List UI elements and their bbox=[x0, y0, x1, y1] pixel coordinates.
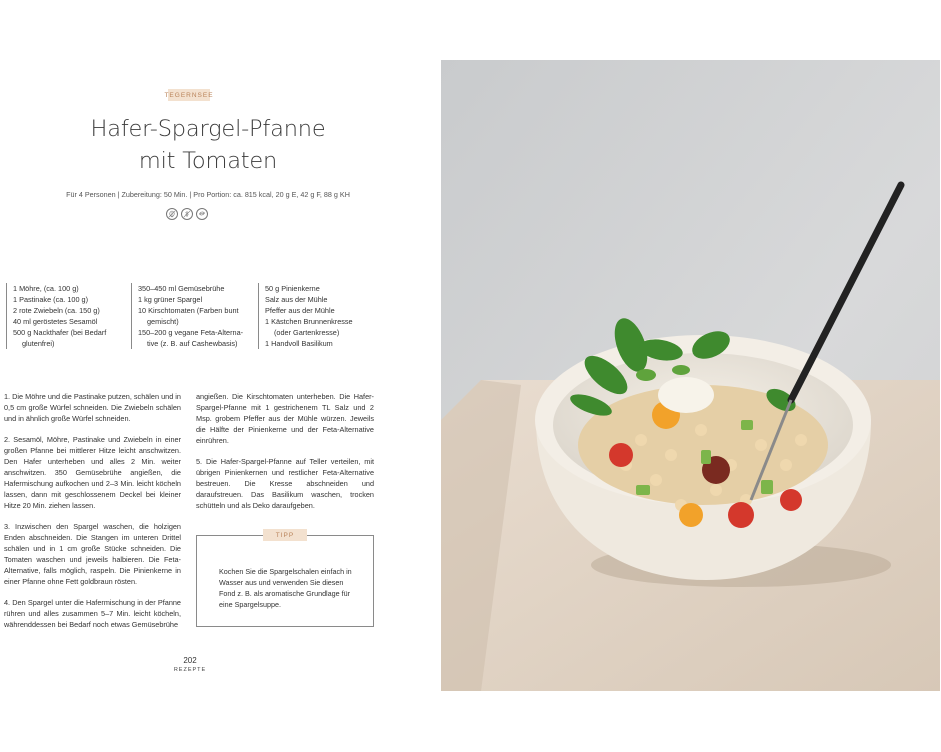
ingredients-column-2 bbox=[131, 283, 256, 349]
instructions-column-right bbox=[196, 391, 374, 521]
ingredient-item: 50 g Pinienkerne bbox=[265, 284, 320, 293]
diet-icons bbox=[166, 208, 208, 220]
instructions-column-left bbox=[4, 391, 181, 640]
ingredients-column-3 bbox=[258, 283, 383, 349]
page-number: 202 bbox=[183, 656, 197, 665]
title-line-1: Hafer-Spargel-Pfanne bbox=[90, 116, 326, 142]
instruction-step: 3. Inzwischen den Spargel waschen, die holzigen Enden abschneiden. Die Stangen im unteren Drittel schälen und in 1 cm große Stücke schneiden. Die Tomaten waschen und jeweils halbieren. Die Feta-Alternative, falls möglich, raspeln. Die Pinienkerne in einer Pfanne ohne Fett goldbraun rösten. bbox=[4, 522, 181, 586]
ingredient-item: 1 Möhre, (ca. 100 g) bbox=[13, 284, 79, 293]
instruction-step: angießen. Die Kirschtomaten unterheben. Die Hafer-Spargel-Pfanne mit 1 gestrichenem TL Salz und 2 Msp. grobem Pfeffer aus der Mühle würzen. Jeweils die Hälfte der Pinienkerne und der Feta-Alternative einrühren. bbox=[196, 392, 374, 445]
dish-illustration bbox=[441, 60, 940, 691]
ingredient-item: Pfeffer aus der Mühle bbox=[265, 306, 335, 315]
region-tag: TEGERNSEE bbox=[168, 89, 210, 101]
ingredient-item: 2 rote Zwiebeln (ca. 150 g) bbox=[13, 306, 100, 315]
tip-text: Kochen Sie die Spargelschalen einfach in Wasser aus und verwenden Sie diesen Fond z. B. als aromatische Grundlage für eine Spargelsuppe. bbox=[219, 567, 352, 609]
ingredients-column-1 bbox=[6, 283, 131, 349]
dish-photo bbox=[441, 60, 940, 691]
ingredient-item: (oder Gartenkresse) bbox=[274, 328, 340, 337]
recipe-meta: Für 4 Personen | Zubereitung: 50 Min. | Pro Portion: ca. 815 kcal, 20 g E, 42 g F, 88 g KH bbox=[66, 190, 350, 199]
instruction-step: 2. Sesamöl, Möhre, Pastinake und Zwiebeln in einer großen Pfanne bei mittlerer Hitze leicht anschwitzen. Den Hafer unterheben und alles 2 Min. weiter anschwitzen. 350 Gemüsebrühe angießen, die Hafermischung aufkochen und 2–3 Min. leicht köcheln lassen, dann mit geschlossenem Deckel bei kleiner Hitze 20 Min. ziehen lassen. bbox=[4, 435, 181, 510]
ingredient-item: tive (z. B. auf Cashewbasis) bbox=[147, 339, 238, 348]
ingredient-item: 500 g Nackthafer (bei Bedarf bbox=[13, 328, 107, 337]
left-page bbox=[0, 0, 420, 752]
vegetarian-icon bbox=[166, 208, 178, 220]
ingredient-item: 1 Kästchen Brunnenkresse bbox=[265, 317, 353, 326]
ingredient-item: 1 Handvoll Basilikum bbox=[265, 339, 333, 348]
ingredient-item: 350–450 ml Gemüsebrühe bbox=[138, 284, 225, 293]
ingredient-item: 1 kg grüner Spargel bbox=[138, 295, 203, 304]
ingredient-item: 1 Pastinake (ca. 100 g) bbox=[13, 295, 89, 304]
ingredient-item: gemischt) bbox=[147, 317, 179, 326]
section-label: REZEPTE bbox=[173, 667, 207, 673]
ingredient-item: 40 ml geröstetes Sesamöl bbox=[13, 317, 98, 326]
instruction-step: 4. Den Spargel unter die Hafermischung in der Pfanne rühren und alles zusammen 5–7 Min. leicht köcheln, währenddessen bei Bedarf noch etwas Gemüsebrühe bbox=[4, 598, 181, 629]
instruction-step: 5. Die Hafer-Spargel-Pfanne auf Teller verteilen, mit übrigen Pinienkernen und restlicher Feta-Alternative bestreuen. Die Kresse abschneiden und daraufstreuen. Das Basilikum waschen, trocken schütteln und als Deko daraufgeben. bbox=[196, 457, 374, 510]
vegan-icon bbox=[196, 208, 208, 220]
no-nuts-icon bbox=[181, 208, 193, 220]
ingredient-item: 10 Kirschtomaten (Farben bunt bbox=[138, 306, 239, 315]
recipe-title bbox=[20, 113, 396, 177]
title-line-2: mit Tomaten bbox=[138, 148, 278, 174]
ingredient-item: Salz aus der Mühle bbox=[265, 295, 328, 304]
ingredient-item: 150–200 g vegane Feta-Alterna- bbox=[138, 328, 244, 337]
ingredient-item: glutenfrei) bbox=[22, 339, 55, 348]
instruction-step: 1. Die Möhre und die Pastinake putzen, schälen und in 0,5 cm große Würfel schneiden. Die Zwiebeln schälen und in ähnlich große Würfel schneiden. bbox=[4, 392, 181, 423]
tip-label: TIPP bbox=[263, 529, 307, 541]
